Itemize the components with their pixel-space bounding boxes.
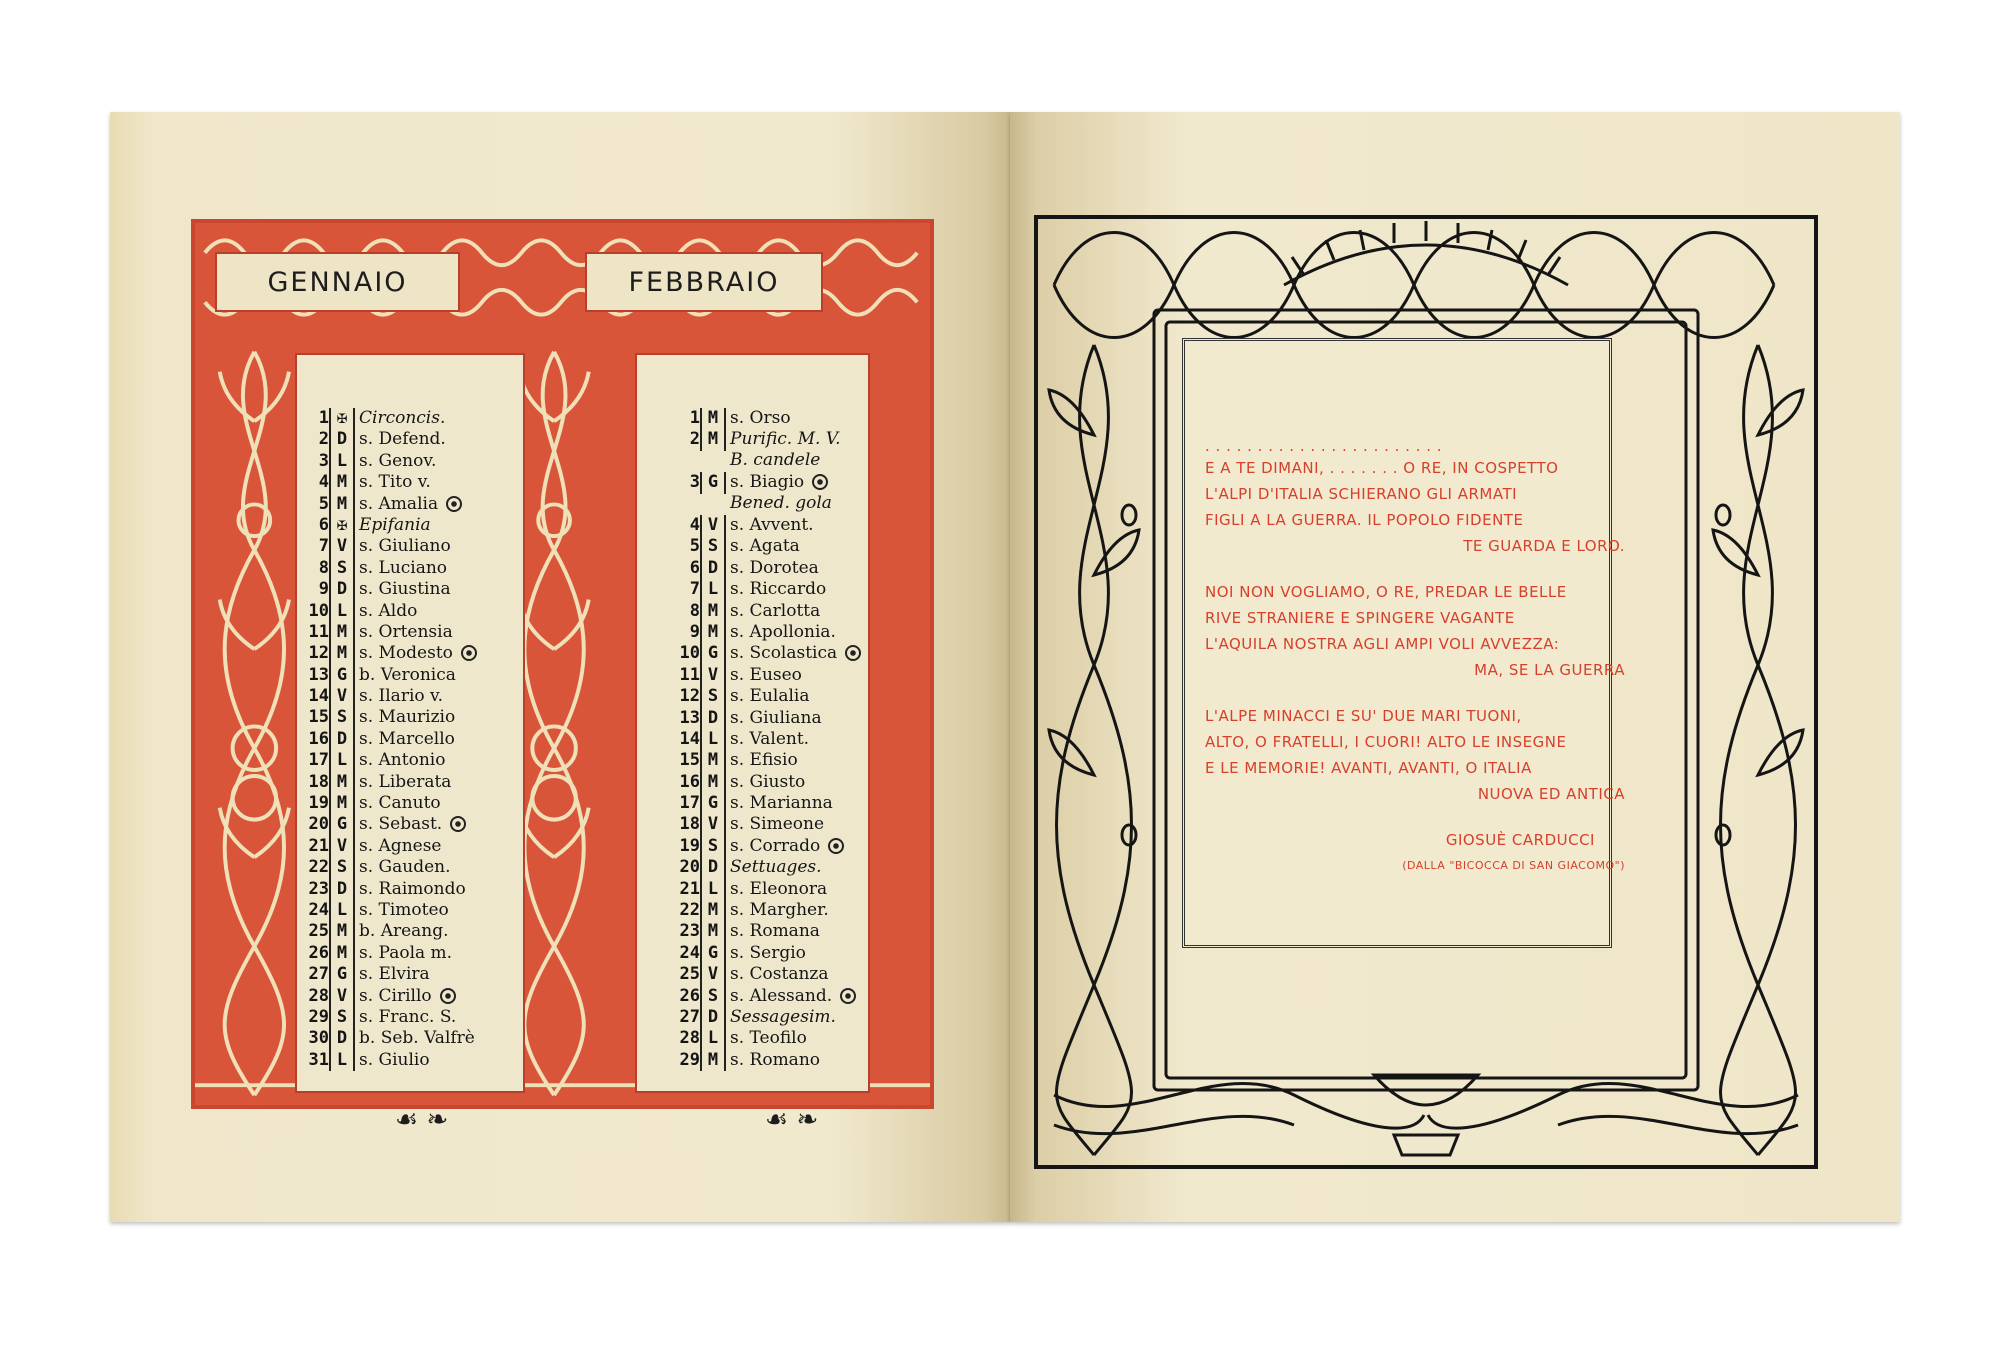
day-number: 11 [308, 621, 329, 642]
day-number: 25 [679, 964, 700, 985]
calendar-day-row [295, 558, 477, 579]
weekday-letter: S [329, 558, 355, 579]
day-number: 12 [679, 686, 700, 707]
saint-name: s. Margher. [730, 900, 829, 921]
calendar-day-row [295, 921, 477, 942]
calendar-day-row [666, 879, 861, 900]
calendar-day-row [666, 857, 861, 878]
poem-source: (DALLA "BICOCCA DI SAN GIACOMO") [1402, 859, 1625, 872]
calendar-day-row [666, 708, 861, 729]
calendar-day-row [666, 579, 861, 600]
calendar-day-row [666, 408, 861, 429]
poem-line: NOI NON VOGLIAMO, O RE, PREDAR LE BELLE [1205, 583, 1567, 601]
calendar-day-row [295, 579, 477, 600]
saint-name: s. Orso [730, 408, 791, 428]
saint-name: s. Eulalia [730, 686, 810, 707]
weekday-letter: M [329, 943, 355, 964]
calendar-gennaio [295, 408, 477, 1071]
weekday-letter: M [329, 793, 355, 814]
saint-name: s. Sebast. [359, 814, 443, 835]
moon-phase-icon [840, 988, 856, 1004]
weekday-letter: V [700, 665, 726, 686]
day-number: 10 [679, 643, 700, 664]
saint-name: s. Alessand. [730, 985, 833, 1006]
poem-author: GIOSUÈ CARDUCCI [1445, 831, 1595, 849]
saint-name: s. Giulio [359, 1049, 430, 1070]
saint-name: s. Giustina [359, 579, 451, 600]
weekday-letter: V [329, 686, 355, 707]
calendar-day-row [295, 814, 477, 835]
saint-name: s. Sergio [730, 942, 806, 963]
day-number: 28 [308, 985, 329, 1006]
saint-name: s. Franc. S. [359, 1006, 457, 1027]
weekday-letter: L [700, 1028, 726, 1049]
saint-name: s. Canuto [359, 793, 441, 814]
calendar-day-row [295, 707, 477, 728]
saint-name: s. Giuliano [359, 536, 451, 557]
weekday-letter: G [700, 943, 726, 964]
day-number: 3 [318, 450, 329, 471]
saint-name: s. Agata [730, 536, 800, 557]
saint-name: s. Giusto [730, 771, 806, 792]
calendar-day-row [295, 750, 477, 771]
saint-name: b. Areang. [359, 921, 449, 942]
weekday-letter: M [700, 622, 726, 643]
weekday-letter: D [329, 879, 355, 900]
saint-name: s. Ortensia [359, 621, 453, 642]
day-number: 27 [308, 964, 329, 985]
calendar-day-row [295, 772, 477, 793]
day-number: 6 [689, 557, 700, 578]
day-number: 21 [308, 835, 329, 856]
day-number: 18 [308, 771, 329, 792]
moon-phase-icon [828, 838, 844, 854]
day-number: 2 [318, 429, 329, 450]
day-number: 17 [308, 750, 329, 771]
day-number: 20 [308, 814, 329, 835]
saint-name: s. Efisio [730, 750, 798, 771]
day-number: 5 [318, 493, 329, 514]
saint-name: s. Cirillo [359, 985, 432, 1006]
day-number: 31 [308, 1049, 329, 1070]
weekday-letter: S [700, 686, 726, 707]
calendar-day-row [295, 943, 477, 964]
saint-name: s. Ilario v. [359, 686, 444, 707]
moon-phase-icon [461, 645, 477, 661]
saint-name: s. Carlotta [730, 600, 821, 621]
saint-name: Circoncis. [359, 408, 446, 428]
weekday-letter: ✠ [329, 408, 355, 429]
feast-note: Bened. gola [730, 493, 832, 514]
calendar-day-row [295, 879, 477, 900]
day-number: 6 [318, 514, 329, 535]
weekday-letter: L [329, 1050, 355, 1071]
day-number: 1 [318, 408, 329, 428]
weekday-letter: L [329, 750, 355, 771]
weekday-letter: M [700, 900, 726, 921]
weekday-letter: D [329, 729, 355, 750]
day-number: 24 [308, 899, 329, 920]
weekday-letter: D [329, 429, 355, 450]
calendar-day-row [666, 515, 861, 536]
saint-name: Purific. M. V. [730, 429, 841, 450]
calendar-day-row [295, 472, 477, 493]
saint-name: s. Timoteo [359, 899, 449, 920]
calendar-day-row [295, 900, 477, 921]
weekday-letter: L [700, 879, 726, 900]
calendar-day-row [295, 793, 477, 814]
weekday-letter: G [700, 793, 726, 814]
weekday-letter: V [329, 986, 355, 1007]
day-number: 2 [689, 429, 700, 450]
day-number: 4 [689, 514, 700, 535]
saint-name: s. Scolastica [730, 643, 838, 664]
saint-name: s. Marcello [359, 728, 455, 749]
calendar-day-row [295, 601, 477, 622]
calendar-day-row [666, 601, 861, 622]
weekday-letter: S [329, 1007, 355, 1028]
poem-line: L'AQUILA NOSTRA AGLI AMPI VOLI AVVEZZA: [1205, 635, 1560, 653]
calendar-day-row [666, 986, 861, 1007]
day-number: 23 [679, 921, 700, 942]
weekday-letter: S [329, 857, 355, 878]
weekday-letter: V [700, 964, 726, 985]
weekday-letter: D [700, 857, 726, 878]
day-number: 12 [308, 643, 329, 664]
calendar-day-row [666, 921, 861, 942]
moon-phase-icon [446, 496, 462, 512]
saint-name: s. Avvent. [730, 514, 814, 535]
saint-name: s. Maurizio [359, 707, 456, 728]
weekday-letter: G [700, 643, 726, 664]
weekday-letter: D [700, 558, 726, 579]
weekday-letter: M [700, 408, 726, 429]
saint-name: Sessagesim. [730, 1006, 836, 1027]
calendar-day-row [666, 750, 861, 771]
day-number: 26 [679, 985, 700, 1006]
saint-name: b. Seb. Valfrè [359, 1028, 475, 1049]
saint-name: s. Simeone [730, 814, 825, 835]
calendar-day-row [295, 643, 477, 664]
saint-name: s. Agnese [359, 835, 442, 856]
month-title: GENNAIO [267, 266, 408, 298]
poem-line: FIGLI A LA GUERRA. IL POPOLO FIDENTE [1205, 511, 1524, 529]
day-number: 14 [308, 686, 329, 707]
weekday-letter: M [700, 601, 726, 622]
saint-name: s. Teofilo [730, 1028, 807, 1049]
calendar-day-row [295, 408, 477, 429]
calendar-day-row [295, 1028, 477, 1049]
calendar-day-row [666, 900, 861, 921]
weekday-letter: M [700, 921, 726, 942]
weekday-letter: G [329, 665, 355, 686]
saint-name: s. Paola m. [359, 942, 453, 963]
saint-name: s. Corrado [730, 835, 821, 856]
weekday-letter: M [700, 429, 726, 450]
saint-name: s. Modesto [359, 643, 453, 664]
weekday-letter: M [329, 622, 355, 643]
day-number: 7 [318, 536, 329, 557]
calendar-day-row [295, 494, 477, 515]
calendar-day-row [666, 665, 861, 686]
fleuron-ornament: ☙ ❧ [395, 1105, 449, 1135]
day-number: 22 [679, 900, 700, 921]
calendar-day-row [295, 622, 477, 643]
poem-line: NUOVA ED ANTICA [1477, 785, 1625, 803]
day-number: 21 [679, 878, 700, 899]
calendar-day-row [295, 429, 477, 450]
day-number: 15 [679, 750, 700, 771]
weekday-letter: V [700, 515, 726, 536]
day-number: 19 [679, 835, 700, 856]
poem-line: L'ALPI D'ITALIA SCHIERANO GLI ARMATI [1205, 485, 1518, 503]
month-title: FEBBRAIO [628, 266, 780, 298]
calendar-day-row [666, 814, 861, 835]
weekday-letter: S [700, 986, 726, 1007]
poem-line: E LE MEMORIE! AVANTI, AVANTI, O ITALIA [1205, 759, 1532, 777]
day-number: 15 [308, 707, 329, 728]
calendar-day-row [666, 1028, 861, 1049]
saint-name: s. Giuliana [730, 707, 822, 728]
day-number: 30 [308, 1028, 329, 1049]
weekday-letter: S [329, 707, 355, 728]
day-number: 16 [679, 771, 700, 792]
calendar-day-row [295, 686, 477, 707]
saint-name: s. Eleonora [730, 878, 828, 899]
calendar-day-row [666, 836, 861, 857]
weekday-letter: V [700, 814, 726, 835]
weekday-letter: D [329, 1028, 355, 1049]
day-number: 1 [689, 408, 700, 428]
weekday-letter: S [700, 536, 726, 557]
calendar-day-row [666, 686, 861, 707]
weekday-letter: G [329, 964, 355, 985]
saint-name: s. Defend. [359, 429, 446, 450]
saint-name: s. Euseo [730, 664, 802, 685]
weekday-letter: ✠ [329, 515, 355, 536]
saint-name: s. Amalia [359, 493, 439, 514]
calendar-day-row [666, 943, 861, 964]
day-number: 20 [679, 857, 700, 878]
saint-name: s. Elvira [359, 964, 430, 985]
day-number: 25 [308, 921, 329, 942]
day-number: 28 [679, 1028, 700, 1049]
day-number: 23 [308, 878, 329, 899]
day-number: 16 [308, 728, 329, 749]
calendar-day-row [295, 451, 477, 472]
moon-phase-icon [812, 474, 828, 490]
day-number: 9 [318, 579, 329, 600]
day-number: 8 [318, 557, 329, 578]
poem-line: TE GUARDA E LORO. [1463, 537, 1625, 555]
day-number: 17 [679, 793, 700, 814]
saint-name: s. Aldo [359, 600, 418, 621]
day-number: 19 [308, 793, 329, 814]
day-number: 27 [679, 1006, 700, 1027]
weekday-letter: M [329, 772, 355, 793]
calendar-day-row [666, 429, 861, 472]
day-number: 18 [679, 814, 700, 835]
calendar-day-row [295, 986, 477, 1007]
calendar-day-row [666, 729, 861, 750]
day-number: 24 [679, 942, 700, 963]
calendar-day-row [666, 772, 861, 793]
day-number: 13 [308, 664, 329, 685]
weekday-letter: V [329, 836, 355, 857]
day-number: 22 [308, 857, 329, 878]
weekday-letter: M [700, 1050, 726, 1071]
calendar-day-row [295, 729, 477, 750]
day-number: 29 [308, 1006, 329, 1027]
weekday-letter: D [700, 1007, 726, 1028]
weekday-letter: S [700, 836, 726, 857]
weekday-letter: M [329, 921, 355, 942]
weekday-letter: L [329, 900, 355, 921]
calendar-day-row [295, 836, 477, 857]
saint-name: s. Liberata [359, 771, 452, 792]
calendar-day-row [295, 536, 477, 557]
calendar-day-row [295, 665, 477, 686]
saint-name: s. Valent. [730, 728, 810, 749]
poem-line: L'ALPE MINACCI E SU' DUE MARI TUONI, [1205, 707, 1522, 725]
poem-line: RIVE STRANIERE E SPINGERE VAGANTE [1205, 609, 1515, 627]
calendar-day-row [666, 558, 861, 579]
weekday-letter: G [700, 472, 726, 493]
feast-note: B. candele [730, 450, 821, 471]
day-number: 7 [689, 579, 700, 600]
saint-name: s. Romano [730, 1049, 821, 1070]
weekday-letter: L [700, 579, 726, 600]
calendar-day-row [666, 643, 861, 664]
saint-name: s. Genov. [359, 450, 437, 471]
saint-name: s. Biagio [730, 472, 805, 493]
day-number: 10 [308, 600, 329, 621]
calendar-day-row [295, 857, 477, 878]
weekday-letter: G [329, 814, 355, 835]
weekday-letter: V [329, 536, 355, 557]
calendar-day-row [666, 622, 861, 643]
saint-name: s. Luciano [359, 557, 448, 578]
saint-name: s. Apollonia. [730, 621, 836, 642]
calendar-day-row [666, 1007, 861, 1028]
calendar-day-row [666, 793, 861, 814]
calendar-day-row [666, 964, 861, 985]
day-number: 14 [679, 728, 700, 749]
weekday-letter: M [329, 643, 355, 664]
weekday-letter: D [329, 579, 355, 600]
calendar-day-row [666, 1050, 861, 1071]
moon-phase-icon [845, 645, 861, 661]
saint-name: b. Veronica [359, 664, 456, 685]
day-number: 8 [689, 600, 700, 621]
moon-phase-icon [440, 988, 456, 1004]
month-header-gennaio [215, 252, 460, 312]
poem-text [1205, 437, 1625, 879]
saint-name: s. Tito v. [359, 472, 431, 493]
weekday-letter: M [329, 472, 355, 493]
day-number: 29 [679, 1049, 700, 1070]
saint-name: s. Antonio [359, 750, 446, 771]
calendar-day-row [295, 964, 477, 985]
day-number: 11 [679, 664, 700, 685]
poem-dots: . . . . . . . . . . . . . . . . . . . . . . . [1205, 437, 1443, 455]
poem-line: MA, SE LA GUERRA [1474, 661, 1625, 679]
fleuron-ornament: ☙ ❧ [765, 1105, 819, 1135]
calendar-febbraio [666, 408, 861, 1071]
saint-name: s. Dorotea [730, 557, 819, 578]
day-number: 5 [689, 536, 700, 557]
day-number: 3 [689, 472, 700, 493]
poem-line: E A TE DIMANI, . . . . . . . O RE, IN COSPETTO [1205, 459, 1559, 477]
calendar-day-row [295, 515, 477, 536]
calendar-day-row [295, 1007, 477, 1028]
day-number: 9 [689, 621, 700, 642]
saint-name: Settuages. [730, 857, 822, 878]
month-header-febbraio [585, 252, 823, 312]
day-number: 4 [318, 472, 329, 493]
weekday-letter: L [329, 601, 355, 622]
poem-line: ALTO, O FRATELLI, I CUORI! ALTO LE INSEGNE [1205, 733, 1567, 751]
weekday-letter: D [700, 708, 726, 729]
weekday-letter: L [700, 729, 726, 750]
saint-name: s. Riccardo [730, 579, 827, 600]
day-number: 13 [679, 707, 700, 728]
weekday-letter: M [329, 494, 355, 515]
moon-phase-icon [450, 816, 466, 832]
saint-name: s. Costanza [730, 964, 829, 985]
weekday-letter: L [329, 451, 355, 472]
saint-name: Epifania [359, 514, 431, 535]
saint-name: s. Romana [730, 921, 820, 942]
weekday-letter: M [700, 772, 726, 793]
weekday-letter: M [700, 750, 726, 771]
saint-name: s. Marianna [730, 793, 833, 814]
day-number: 26 [308, 942, 329, 963]
saint-name: s. Raimondo [359, 878, 466, 899]
calendar-day-row [666, 472, 861, 515]
saint-name: s. Gauden. [359, 857, 451, 878]
calendar-day-row [666, 536, 861, 557]
calendar-day-row [295, 1050, 477, 1071]
